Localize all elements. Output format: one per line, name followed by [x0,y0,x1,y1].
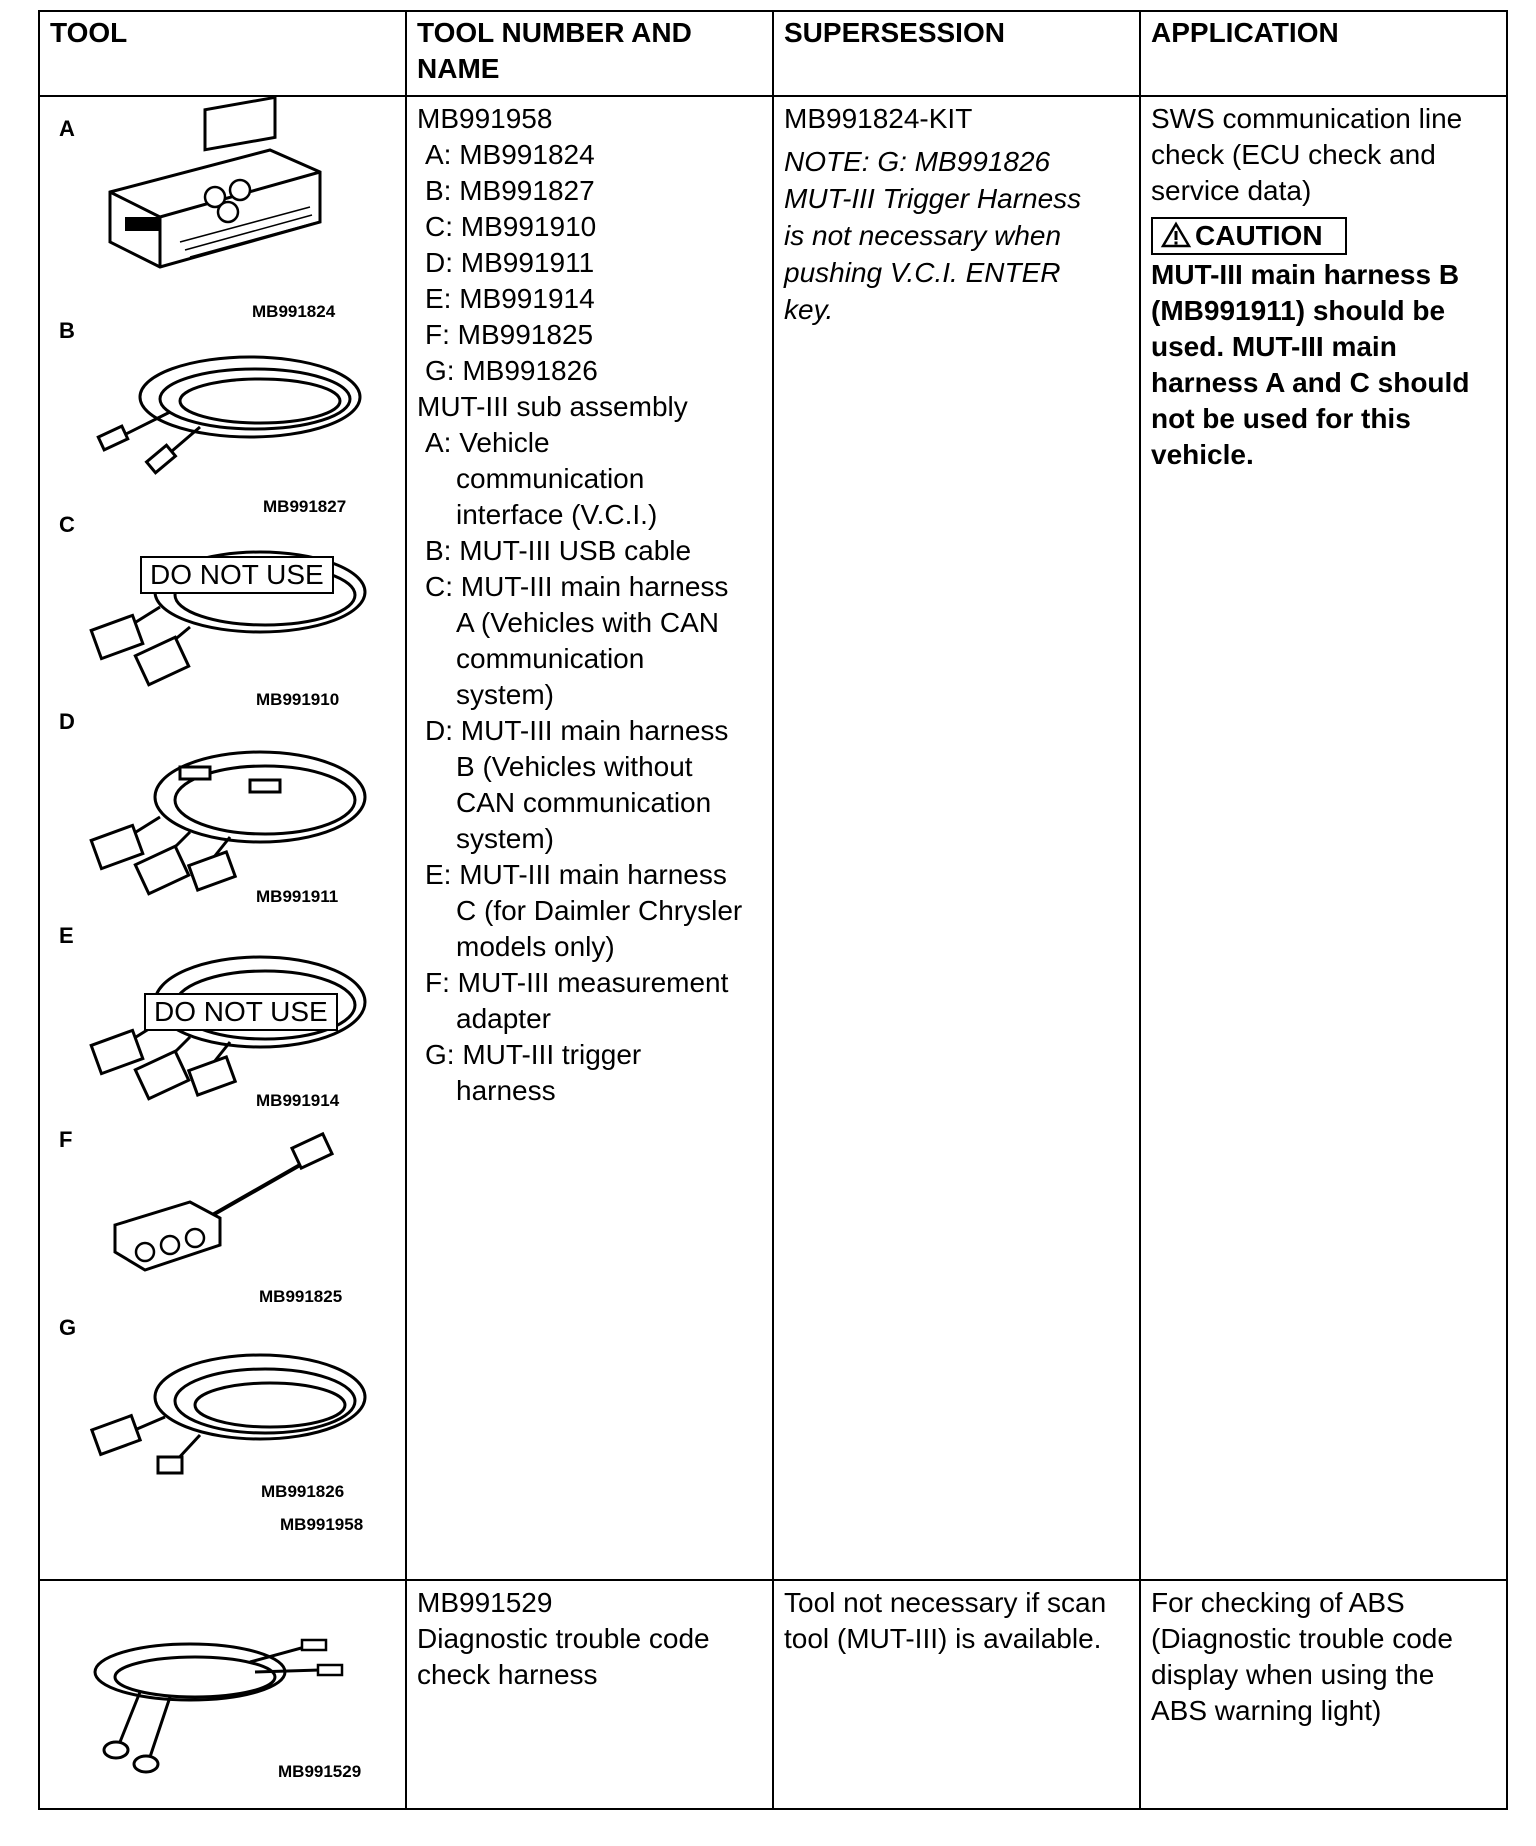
note-line: is not necessary when [784,220,1062,251]
figure-code-g: MB991826 [261,1482,345,1501]
header-supersession: SUPERSESSION [784,17,1005,48]
supersession-mut3 [774,98,1139,328]
do-not-use-label-c: DO NOT USE [140,556,334,594]
subassembly-item-cont: communication [456,643,645,674]
subassembly-item: B: MUT-III USB cable [425,535,692,566]
part-item: G: MB991826 [425,355,598,386]
warning-triangle-icon [1161,222,1191,248]
subassembly-item-cont: communication [456,463,645,494]
subassembly-item-cont: models only) [456,931,615,962]
figure-code-e: MB991914 [256,1091,340,1110]
header-tool: TOOL [50,17,128,48]
application-line: check (ECU check and [1151,139,1436,170]
subassembly-item-cont: A (Vehicles with CAN [456,607,719,638]
header-divider [40,95,1506,97]
subassembly-list [417,425,762,1109]
caution-line: used. MUT-III main [1151,331,1397,362]
tool-number-name-dtc [407,1582,772,1693]
supersession-line: tool (MUT-III) is available. [784,1623,1102,1654]
application-line: (Diagnostic trouble code [1151,1623,1453,1654]
figure-letter-a: A [59,116,75,141]
subassembly-item: E: MUT-III main harness [425,859,727,890]
figure-letter-f: F [59,1127,73,1152]
dtc-check-harness-illustration [80,1612,340,1782]
figure-code-a: MB991824 [252,302,336,321]
tool-line: MB991529 [417,1587,553,1618]
tool-line: check harness [417,1659,598,1690]
main-harness-b-illustration [80,732,370,902]
trigger-harness-illustration [80,1337,370,1497]
supersession-line: Tool not necessary if scan [784,1587,1107,1618]
subassembly-item-cont: system) [456,679,554,710]
part-item: C: MB991910 [425,211,597,242]
note-line: key. [784,294,834,325]
caution-line: not be used for this [1151,403,1411,434]
application-mut3 [1141,98,1506,473]
figure-code-d: MB991911 [256,887,339,906]
subassembly-item-cont: C (for Daimler Chrysler [456,895,743,926]
figure-letter-d: D [59,709,75,734]
tool-number-name-mut3 [407,98,772,1109]
caution-line: (MB991911) should be [1151,295,1446,326]
note-line: MUT-III Trigger Harness [784,183,1082,214]
figure-code-b: MB991827 [263,497,347,516]
figure-letter-e: E [59,923,74,948]
subassembly-item: G: MUT-III trigger [425,1039,642,1070]
parts-list [417,137,762,389]
caution-line: vehicle. [1151,439,1254,470]
figure-code-mb991529: MB991529 [278,1762,362,1781]
caution-line: MUT-III main harness B [1151,259,1460,290]
header-tool-number-name: TOOL NUMBER AND NAME [417,17,692,84]
do-not-use-label-e: DO NOT USE [144,993,338,1031]
subassembly-item: C: MUT-III main harness [425,571,729,602]
supersession-value: MB991824-KIT [784,103,973,134]
application-line: service data) [1151,175,1312,206]
figure-letter-c: C [59,512,75,537]
application-line: For checking of ABS [1151,1587,1405,1618]
vci-unit-illustration [90,122,330,282]
part-item: B: MB991827 [425,175,595,206]
subassembly-item-cont: interface (V.C.I.) [456,499,658,530]
figure-letter-b: B [59,318,75,343]
application-line: ABS warning light) [1151,1695,1382,1726]
supersession-dtc [774,1582,1139,1657]
header-application: APPLICATION [1151,17,1339,48]
subassembly-item: D: MUT-III main harness [425,715,729,746]
application-dtc [1141,1582,1506,1729]
measurement-adapter-illustration [80,1130,370,1270]
caution-line: harness A and C should [1151,367,1470,398]
figure-set-code: MB991958 [280,1515,364,1534]
special-tools-table [38,10,1508,1810]
supersession-note [784,143,1129,328]
part-item: F: MB991825 [425,319,594,350]
caution-label: CAUTION [1195,220,1323,251]
subassembly-item: A: Vehicle [425,427,550,458]
caution-text [1151,257,1496,473]
figure-code-f: MB991825 [259,1287,343,1306]
subassembly-title: MUT-III sub assembly [417,391,688,422]
usb-cable-illustration [80,327,370,487]
subassembly-item-cont: B (Vehicles without [456,751,693,782]
subassembly-item-cont: CAN communication [456,787,712,818]
subassembly-item-cont: adapter [456,1003,551,1034]
application-line: SWS communication line [1151,103,1463,134]
caution-box [1151,217,1347,255]
tool-line: Diagnostic trouble code [417,1623,710,1654]
figure-code-c: MB991910 [256,690,340,709]
row-divider [40,1579,1506,1581]
application-line: display when using the [1151,1659,1435,1690]
subassembly-item: F: MUT-III measurement [425,967,729,998]
part-item: E: MB991914 [425,283,595,314]
figure-letter-g: G [59,1315,77,1340]
note-line: pushing V.C.I. ENTER [784,257,1061,288]
tool-number: MB991958 [417,103,553,134]
subassembly-item-cont: harness [456,1075,556,1106]
subassembly-item-cont: system) [456,823,554,854]
part-item: D: MB991911 [425,247,595,278]
part-item: A: MB991824 [425,139,595,170]
note-line: NOTE: G: MB991826 [784,146,1051,177]
